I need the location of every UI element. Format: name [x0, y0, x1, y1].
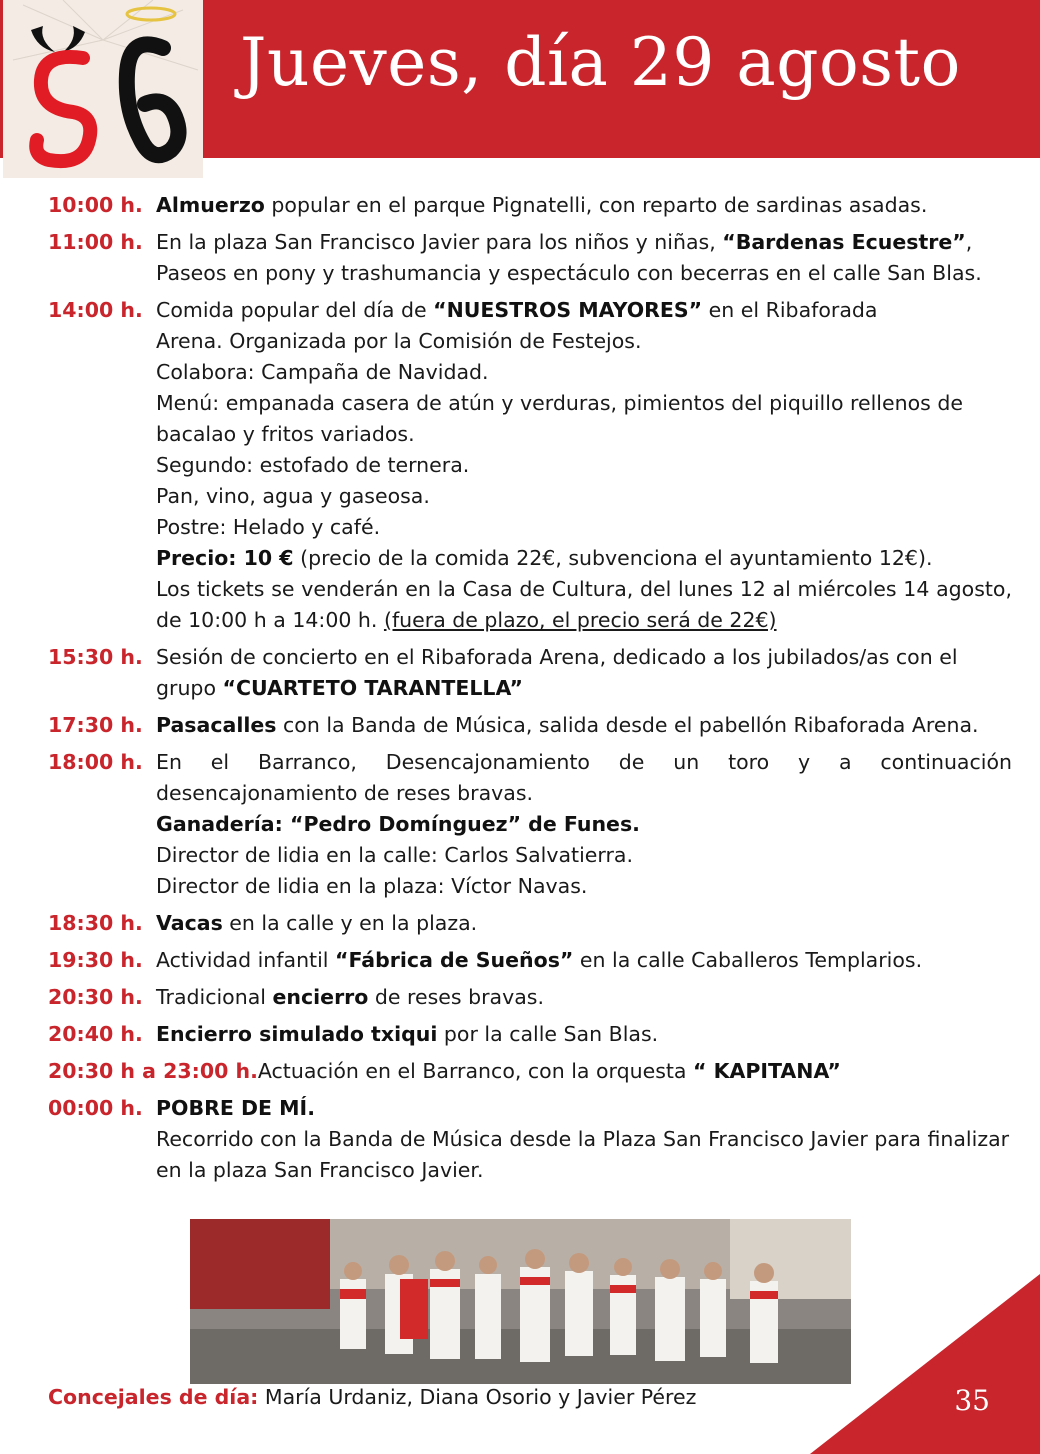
schedule-row — [48, 190, 1012, 221]
event-line: Vacas en la calle y en la plaza. — [156, 911, 478, 935]
event-description — [156, 747, 1012, 902]
event-time: 15:30 h. — [48, 645, 143, 669]
event-time: 18:00 h. — [48, 750, 143, 774]
event-line: Postre: Helado y café. — [156, 515, 381, 539]
schedule-row — [48, 1056, 1012, 1087]
event-time: 20:30 h. — [48, 985, 143, 1009]
event-line: En la plaza San Francisco Javier para los niños y niñas, “Bardenas Ecuestre”, Paseos en pony y trashumancia y espectáculo con becerras en el calle San Blas. — [156, 230, 982, 285]
event-line: Precio: 10 € (precio de la comida 22€, subvenciona el ayuntamiento 12€). — [156, 546, 933, 570]
event-description — [156, 190, 1012, 221]
festival-logo — [3, 0, 203, 178]
event-description — [156, 710, 1012, 741]
event-description — [258, 1056, 1012, 1087]
event-line: En el Barranco, Desencajonamiento de un toro y a continuación desencajonamiento de reses bravas. — [156, 750, 1012, 805]
event-description — [156, 295, 1012, 636]
header-banner — [0, 0, 1040, 158]
councillors-footer — [48, 1385, 696, 1409]
event-line: Encierro simulado txiqui por la calle San Blas. — [156, 1022, 659, 1046]
event-time: 14:00 h. — [48, 298, 143, 322]
event-schedule — [48, 190, 1012, 1192]
event-description — [156, 945, 1012, 976]
event-line: Actividad infantil “Fábrica de Sueños” en la calle Caballeros Templarios. — [156, 948, 923, 972]
crowd-photo-graphic — [190, 1219, 851, 1384]
event-line: Almuerzo popular en el parque Pignatelli, con reparto de sardinas asadas. — [156, 193, 928, 217]
event-line: Comida popular del día de “NUESTROS MAYORES” en el Ribaforada — [156, 298, 878, 322]
event-time: 20:30 h a 23:00 h. — [48, 1059, 258, 1083]
logo-graphic — [3, 0, 203, 178]
event-line: POBRE DE MÍ. — [156, 1096, 315, 1120]
event-line: Director de lidia en la plaza: Víctor Navas. — [156, 874, 588, 898]
event-description — [156, 642, 1012, 704]
event-line: Recorrido con la Banda de Música desde la Plaza San Francisco Javier para finalizar en la plaza San Francisco Javier. — [156, 1127, 1010, 1182]
event-line: Menú: empanada casera de atún y verduras, pimientos del piquillo rellenos de bacalao y fritos variados. — [156, 391, 963, 446]
event-line: Sesión de concierto en el Ribaforada Arena, dedicado a los jubilados/as con el grupo “CUARTETO TARANTELLA” — [156, 645, 958, 700]
event-line: Segundo: estofado de ternera. — [156, 453, 470, 477]
schedule-row — [48, 1019, 1012, 1050]
event-time: 18:30 h. — [48, 911, 143, 935]
event-line: Colabora: Campaña de Navidad. — [156, 360, 489, 384]
event-time: 00:00 h. — [48, 1096, 143, 1120]
councillors-names: María Urdaniz, Diana Osorio y Javier Pérez — [264, 1385, 697, 1409]
event-description — [156, 227, 1012, 289]
event-line: Actuación en el Barranco, con la orquesta “ KAPITANA” — [257, 1059, 841, 1083]
page-title: Jueves, día 29 agosto — [240, 24, 961, 101]
schedule-row — [48, 227, 1012, 289]
schedule-row — [48, 642, 1012, 704]
event-description — [156, 908, 1012, 939]
event-line: Arena. Organizada por la Comisión de Festejos. — [156, 329, 642, 353]
councillors-label: Concejales de día: — [48, 1385, 259, 1409]
event-line: Pan, vino, agua y gaseosa. — [156, 484, 430, 508]
schedule-row — [48, 908, 1012, 939]
event-description — [156, 982, 1012, 1013]
event-time: 10:00 h. — [48, 193, 143, 217]
schedule-row — [48, 710, 1012, 741]
festival-photo — [190, 1219, 851, 1384]
event-description — [156, 1093, 1012, 1186]
event-line: Tradicional encierro de reses bravas. — [156, 985, 545, 1009]
event-line: Director de lidia en la calle: Carlos Salvatierra. — [156, 843, 633, 867]
schedule-row — [48, 982, 1012, 1013]
page-corner-triangle — [810, 1274, 1040, 1454]
event-line: Pasacalles con la Banda de Música, salida desde el pabellón Ribaforada Arena. — [156, 713, 979, 737]
event-description — [156, 1019, 1012, 1050]
event-line: Ganadería: “Pedro Domínguez” de Funes. — [156, 812, 640, 836]
schedule-row — [48, 747, 1012, 902]
event-line: Los tickets se venderán en la Casa de Cultura, del lunes 12 al miércoles 14 agosto, de 10:00 h a 14:00 h. (fuera de plazo, el precio será de 22€) — [156, 577, 1012, 632]
event-time: 20:40 h. — [48, 1022, 143, 1046]
schedule-row — [48, 945, 1012, 976]
page-number: 35 — [954, 1384, 990, 1417]
event-time: 19:30 h. — [48, 948, 143, 972]
schedule-row — [48, 1093, 1012, 1186]
event-time: 11:00 h. — [48, 230, 143, 254]
schedule-row — [48, 295, 1012, 636]
event-time: 17:30 h. — [48, 713, 143, 737]
